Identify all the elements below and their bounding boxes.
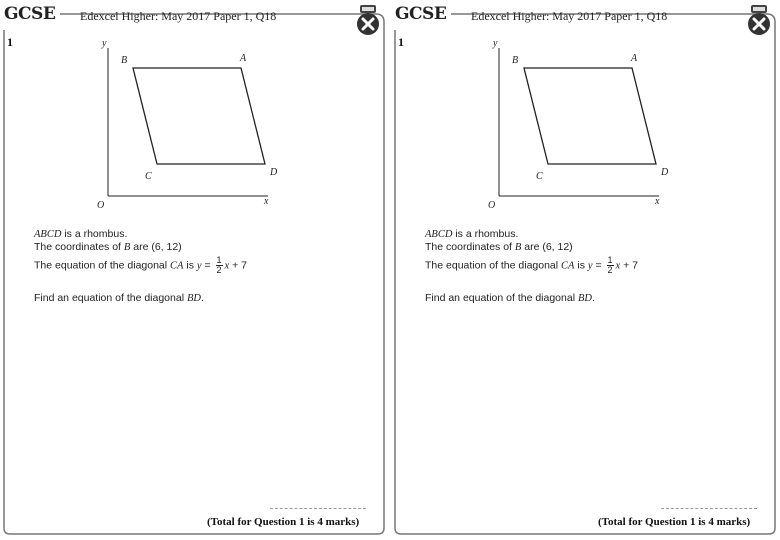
question-line-1: ABCD is a rhombus. [425,228,519,240]
total-marks: (Total for Question 1 is 4 marks) [598,516,751,528]
question-line-2: The coordinates of B are (6, 12) [34,241,182,253]
vertex-d-label: D [270,167,278,178]
question-line-4: Find an equation of the diagonal BD. [34,292,204,304]
rhombus-graph [0,0,388,220]
rhombus-abcd [133,68,265,164]
question-line-3: The equation of the diagonal CA is y = $\frac{1}{2}$ x + 7 [34,255,248,275]
fraction-one-half: $\frac{1}{2}$ [216,255,222,275]
vertex-b-label: B [121,55,128,66]
y-axis-label: y [102,38,107,49]
question-number: 1 [398,35,404,49]
x-axis-label: x [264,196,269,207]
vertex-c-label: C [145,171,152,182]
fraction-one-half: $\frac{1}{2}$ [607,255,613,275]
question-line-2: The coordinates of B are (6, 12) [425,241,573,253]
y-axis-label: y [493,38,498,49]
vertex-d-label: D [661,167,669,178]
origin-label: O [97,200,105,211]
answer-line[interactable] [270,508,366,509]
total-marks: (Total for Question 1 is 4 marks) [207,516,360,528]
vertex-b-label: B [512,55,519,66]
rhombus-abcd [524,68,656,164]
question-line-4: Find an equation of the diagonal BD. [425,292,595,304]
rhombus-graph [391,0,779,220]
origin-label: O [488,200,496,211]
question-line-3: The equation of the diagonal CA is y = $\frac{1}{2}$ x + 7 [425,255,639,275]
question-line-1: ABCD is a rhombus. [34,228,128,240]
page-title: Edexcel Higher: May 2017 Paper 1, Q18 [80,9,277,23]
gcse-logo: GCSE [395,4,447,24]
x-axis-label: x [655,196,660,207]
worksheet-page-2 [391,0,779,540]
page-title: Edexcel Higher: May 2017 Paper 1, Q18 [471,9,668,23]
vertex-a-label: A [631,53,638,64]
question-number: 1 [7,35,13,49]
gcse-logo: GCSE [4,4,56,24]
vertex-a-label: A [240,53,247,64]
answer-line[interactable] [661,508,757,509]
worksheet-page-1 [0,0,388,540]
vertex-c-label: C [536,171,543,182]
